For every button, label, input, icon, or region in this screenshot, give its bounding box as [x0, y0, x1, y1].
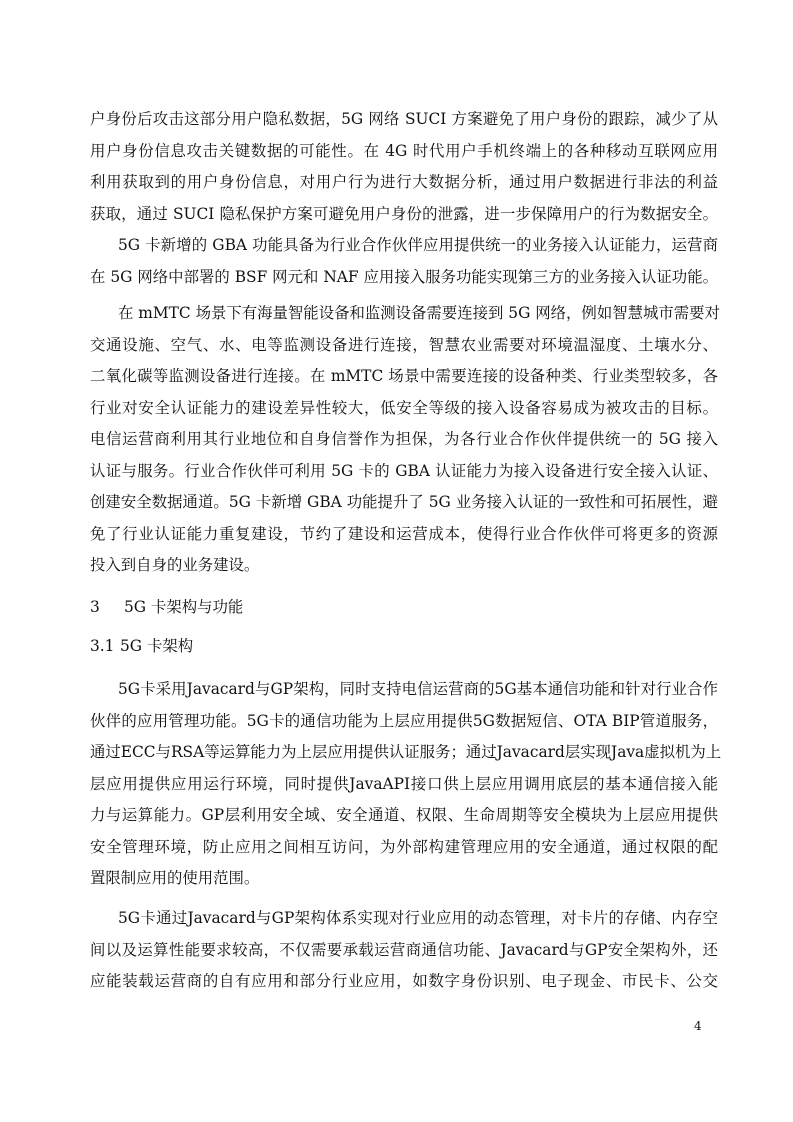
- paragraph-line: 通过ECC与RSA等运算能力为上层应用提供认证服务；通过Javacard层实现Java虚拟机为上: [90, 743, 722, 761]
- paragraph-line: 伙伴的应用管理功能。5G卡的通信功能为上层应用提供5G数据短信、OTA BIP管道服务，: [90, 711, 718, 730]
- paragraph-line: 应能装载运营商的自有应用和部分行业应用，如数字身份识别、电子现金、市民卡、公交: [90, 972, 718, 990]
- paragraph-line: 5G卡采用Javacard与GP架构，同时支持电信运营商的5G基本通信功能和针对行业合作: [118, 680, 718, 698]
- paragraph-line: 置限制应用的使用范围。: [90, 869, 260, 887]
- section-number: 3.1: [90, 637, 115, 655]
- paragraph-line: 5G卡通过Javacard与GP架构体系实现对行业应用的动态管理，对卡片的存储、内存空: [118, 909, 718, 927]
- paragraph-line: 力与运算能力。GP层利用安全域、安全通道、权限、生命周期等安全模块为上层应用提供: [90, 806, 718, 824]
- paragraph-line: 创建安全数据通道。5G 卡新增 GBA 功能提升了 5G 业务接入认证的一致性和可拓展性，避: [90, 493, 718, 511]
- section-title: 5G 卡架构与功能: [124, 598, 244, 616]
- paragraph-line: 间以及运算性能要求较高，不仅需要承载运营商通信功能、Javacard与GP安全架构外，还: [90, 940, 718, 959]
- paragraph-line: 交通设施、空气、水、电等监测设备进行连接，智慧农业需要对环境温湿度、土壤水分、: [90, 335, 718, 354]
- paragraph-line: 二氧化碳等监测设备进行连接。在 mMTC 场景中需要连接的设备种类、行业类型较多，各: [90, 367, 718, 385]
- paragraph-line: 投入到自身的业务建设。: [90, 556, 260, 574]
- paragraph-line: 用户身份信息攻击关键数据的可能性。在 4G 时代用户手机终端上的各种移动互联网应用: [90, 141, 718, 160]
- paragraph-line: 安全管理环境，防止应用之间相互访问，为外部构建管理应用的安全通道，通过权限的配: [90, 837, 718, 856]
- section-heading-3: [90, 592, 243, 624]
- page-number: 4: [694, 1019, 702, 1033]
- paragraph-line: 在 5G 网络中部署的 BSF 网元和 NAF 应用接入服务功能实现第三方的业务接入认证功能。: [90, 267, 718, 286]
- paragraph-line: 认证与服务。行业合作伙伴可利用 5G 卡的 GBA 认证能力为接入设备进行安全接入认证、: [90, 461, 719, 480]
- paragraph-line: 户身份后攻击这部分用户隐私数据，5G 网络 SUCI 方案避免了用户身份的跟踪，减少了从: [90, 110, 718, 128]
- paragraph-line: 免了行业认证能力重复建设，节约了建设和运营成本，使得行业合作伙伴可将更多的资源: [90, 524, 718, 543]
- paragraph-line: 电信运营商利用其行业地位和自身信誉作为担保，为各行业合作伙伴提供统一的 5G 接入: [90, 430, 718, 448]
- paragraph-line: 利用获取到的用户身份信息，对用户行为进行大数据分析，通过用户数据进行非法的利益: [90, 173, 718, 191]
- paragraph-mmtc-scenario: [90, 298, 718, 582]
- section-heading-3-1: [90, 631, 193, 663]
- paragraph-line: 行业对安全认证能力的建设差异性较大，低安全等级的接入设备容易成为被攻击的目标。: [90, 398, 718, 417]
- section-title: 5G 卡架构: [120, 637, 194, 655]
- paragraph-line: 5G 卡新增的 GBA 功能具备为行业合作伙伴应用提供统一的业务接入认证能力，运营商: [118, 236, 718, 254]
- section-number: 3: [90, 598, 100, 616]
- paragraph-gba-function: [90, 230, 718, 293]
- paragraph-line: 层应用提供应用运行环境，同时提供JavaAPI接口供上层应用调用底层的基本通信接入能: [90, 774, 718, 793]
- paragraph-5g-card-architecture: [90, 674, 722, 895]
- paragraph-suci-privacy: [90, 104, 718, 230]
- paragraph-line: 在 mMTC 场景下有海量智能设备和监测设备需要连接到 5G 网络，例如智慧城市需要对: [118, 304, 720, 322]
- paragraph-dynamic-management: [90, 903, 718, 998]
- paragraph-line: 获取，通过 SUCI 隐私保护方案可避免用户身份的泄露，进一步保障用户的行为数据安全。: [90, 204, 718, 223]
